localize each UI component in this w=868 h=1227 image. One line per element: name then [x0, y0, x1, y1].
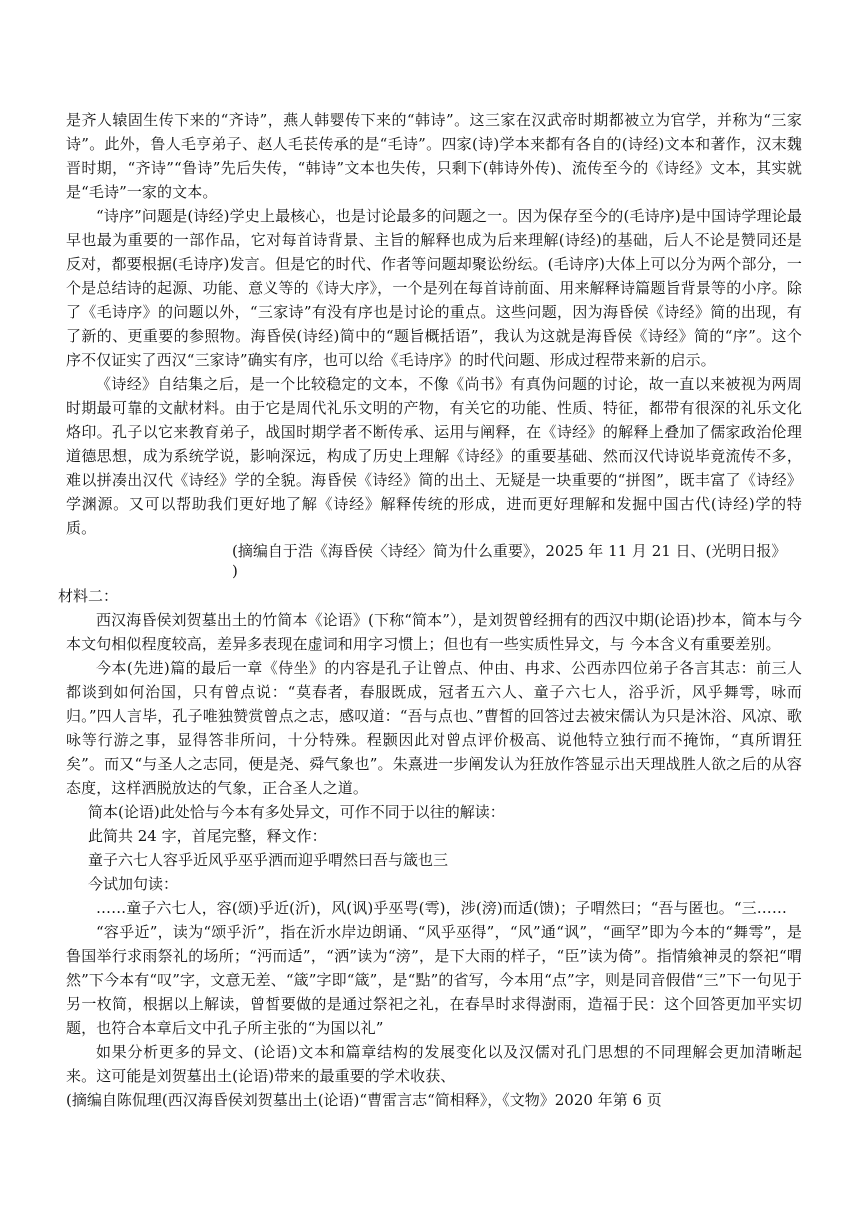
document-page	[58, 108, 802, 1112]
material2-heading: 材料二：	[58, 587, 119, 605]
material2-source: (摘编自陈侃理(西汉海昏侯刘贺墓出土(论语)“曹雷言志“简相释》，《文物》2020 年第 6 页	[66, 1091, 662, 1109]
material1-source-line-1: (摘编自于浩《海昏侯〈诗经〉简为什么重要》，2025 年 11 月 21 日、(光明日报》	[232, 542, 787, 560]
material2-paragraph-8: “容乎近”，读为“颂乎沂”，指在沂水岸边朗诵、“风乎巫得”，“风”通“讽”，“画罕”即为今本的“舞雩”，是鲁国举行求雨祭礼的场所；“沔而适”，“洒”读为“滂”，是下大雨的样子，“臣”读为倚”。指情飨神灵的祭祀“喟然”下今本有“叹”字，文意无差、“箴”字即“箴”，是“點”的省写，今本用“点”字，则是同音假借“三”下一句见于另一枚简，根据以上解读，曾皙要做的是通过祭祀之礼，在春旱时求得澍雨，造福于民：这个回答更加平实切题，也符合本章后文中孔子所主张的“为国以礼”	[66, 923, 802, 1037]
material2-paragraph-1: 西汉海昏侯刘贺墓出土的竹简本《论语》(下称“简本”），是刘贺曾经拥有的西汉中期(论语)抄本，简本与今本文句相似程度较高，差异多表现在虚词和用字习惯上；但也有一些实质性异文，与 今本含义有重要差别。	[66, 611, 802, 653]
material2-paragraph-6: 今试加句读：	[88, 875, 179, 893]
material1-paragraph-1: 是齐人辕固生传下来的“齐诗”，燕人韩婴传下来的“韩诗”。这三家在汉武帝时期都被立为官学，并称为“三家诗”。此外，鲁人毛亨弟子、赵人毛苌传承的是“毛诗”。四家(诗)学本来都有各自的(诗经)文本和著作，汉末魏晋时期，“齐诗”“鲁诗”先后失传，“韩诗”文本也失传，只剩下(韩诗外传)、流传至今的《诗经》文本，其实就是“毛诗”一家的文本。	[66, 111, 802, 201]
material2-paragraph-3: 简本(论语)此处恰与今本有多处异文，可作不同于以往的解读：	[88, 803, 505, 821]
material2-paragraph-4: 此简共 24 字，首尾完整，释文作：	[88, 827, 327, 845]
material2-paragraph-2: 今本(先进)篇的最后一章《侍坐》的内容是孔子让曾点、仲由、冉求、公西赤四位弟子各言其志：前三人都谈到如何治国，只有曾点说：“莫春者，春服既成，冠者五六人、童子六七人，浴乎沂，风乎舞雩，咏而归。”四人言毕，孔子唯独赞赏曾点之志，感叹道：“吾与点也、”曹皙的回答过去被宋儒认为只是沐浴、风凉、歌咏等行游之事，显得答非所问，十分特殊。程颢因此对曾点评价极高、说他特立独行而不掩饰，“真所谓狂矣”。而又“与圣人之志同，便是尧、舜气象也”。朱熹进一步阐发认为狂放作答显示出天理战胜人欲之后的从容态度，这样洒脱放达的气象，正合圣人之道。	[66, 659, 802, 797]
material2-slip-transcription: 童子六七人容乎近风乎巫乎洒而迎乎喟然曰吾与箴也三	[88, 851, 449, 869]
material1-paragraph-2: “诗序”问题是(诗经)学史上最核心，也是讨论最多的问题之一。因为保存至今的(毛诗序)是中国诗学理论最早也最为重要的一部作品，它对每首诗背景、主旨的解释也成为后来理解(诗经)的基础，后人不论是赞同还是反对，都要根据(毛诗序)发言。但是它的时代、作者等问题却聚讼纷纭。(毛诗序)大体上可以分为两个部分，一个是总结诗的起源、功能、意义等的《诗大序》，一个是列在每首诗前面、用来解释诗篇题旨背景等的小序。除了《毛诗序》的问题以外，“三家诗”有没有序也是讨论的重点。这些问题，因为海昏侯《诗经》简的出现，有了新的、更重要的参照物。海昏侯(诗经)简中的“题旨概括语”，我认为这就是海昏侯《诗经》简的“序”。这个序不仅证实了西汉“三家诗”确实有序，也可以给《毛诗序》的时代问题、形成过程带来新的启示。	[66, 207, 802, 369]
material1-paragraph-3: 《诗经》自结集之后，是一个比较稳定的文本，不像《尚书》有真伪问题的讨论，故一直以来被视为两周时期最可靠的文献材料。由于它是周代礼乐文明的产物，有关它的功能、性质、特征，都带有很深的礼乐文化烙印。孔子以它来教育弟子，战国时期学者不断传承、运用与阐释，在《诗经》的解释上叠加了儒家政治伦理道德思想，成为系统学说，影响深远，构成了历史上理解《诗经》的重要基础、然而汉代诗说毕竟流传不多，难以拼凑出汉代《诗经》学的全貌。海昏侯《诗经》简的出土、无疑是一块重要的“拼图”，既丰富了《诗经》学渊源。又可以帮助我们更好地了解《诗经》解释传统的形成，进而更好理解和发掘中国古代(诗经)学的特质。	[66, 375, 802, 537]
material1-source-line-2: )	[232, 562, 238, 580]
material2-punctuated-reading: ……童子六七人，容(颂)乎近(沂)，风(讽)乎巫咢(雩)，涉(滂)而适(馈)；子喟然曰；“吾与匿也。“三……	[96, 899, 787, 917]
material2-paragraph-9: 如果分析更多的异文、(论语)文本和篇章结构的发展变化以及汉儒对孔门思想的不同理解会更加清晰起来。这可能是刘贺墓出土(论语)带来的最重要的学术收获、	[66, 1043, 802, 1085]
